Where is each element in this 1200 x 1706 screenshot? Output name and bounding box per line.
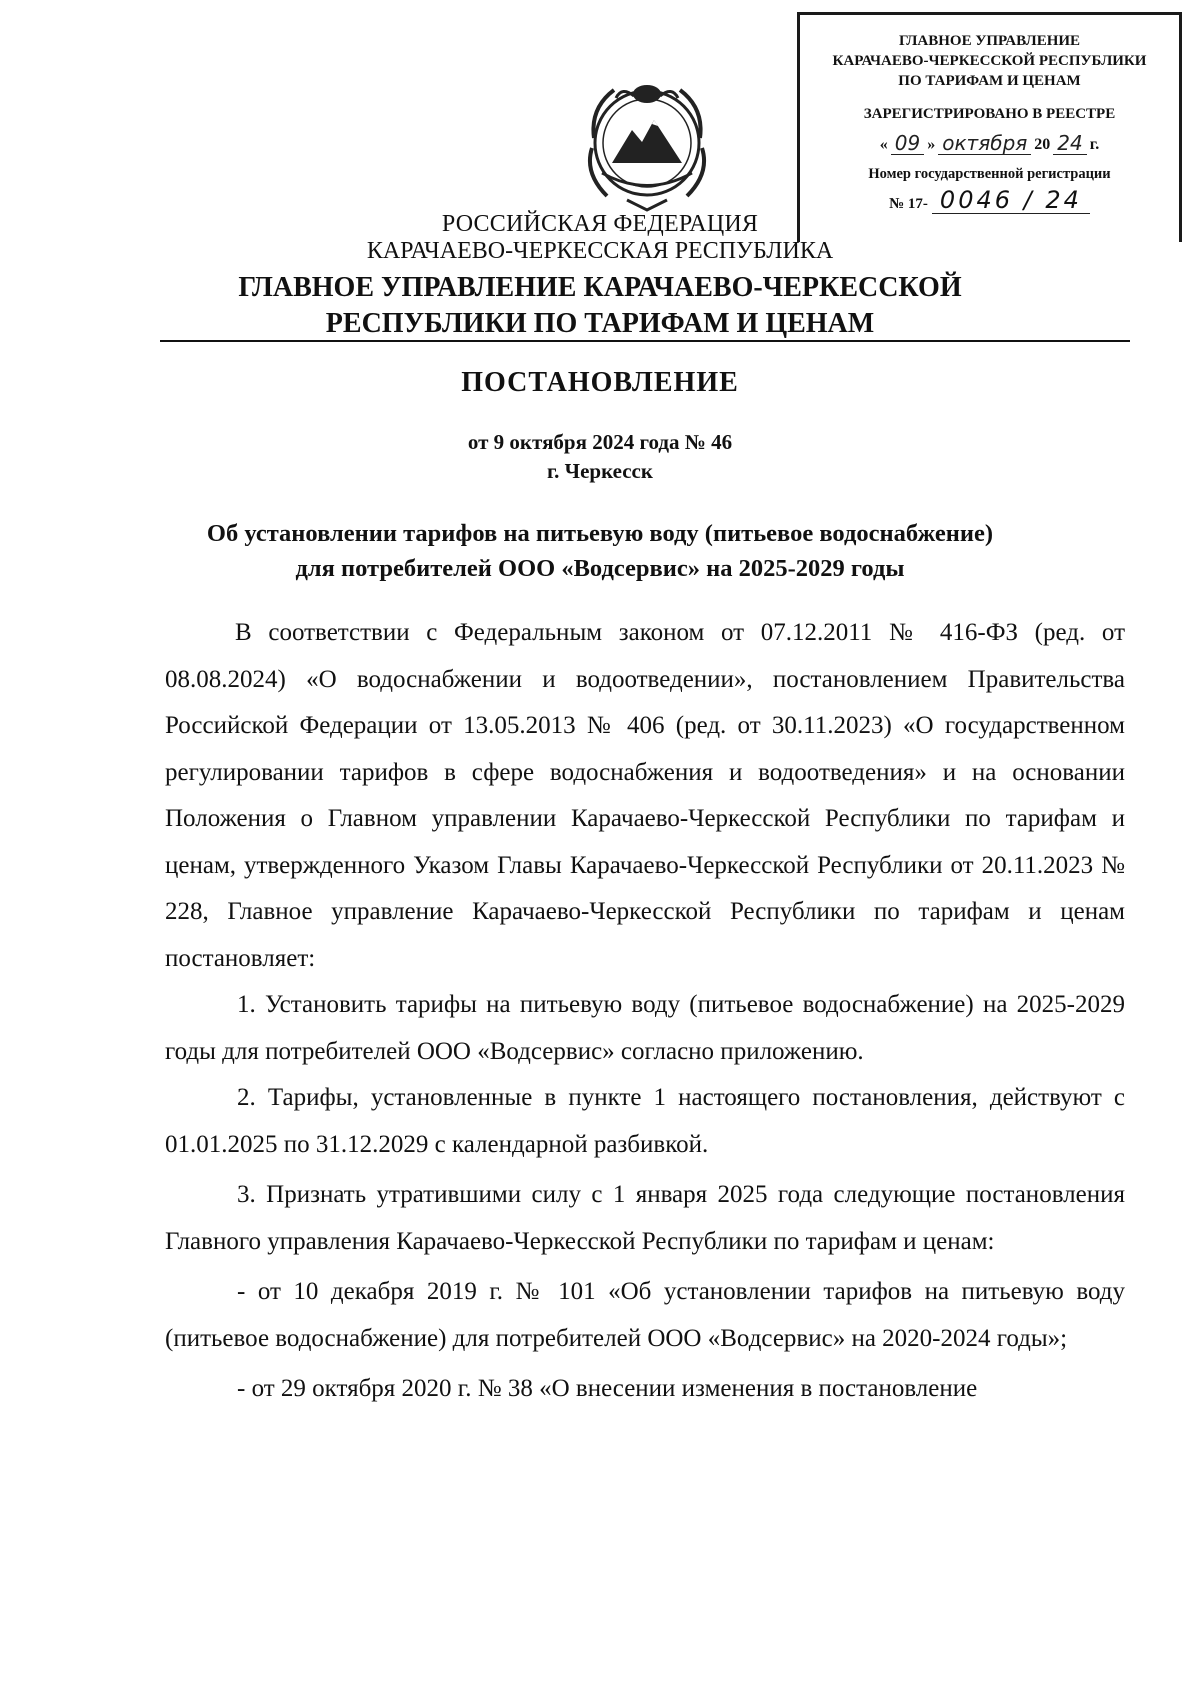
stamp-date-day: 09 (891, 132, 924, 155)
registration-stamp (797, 12, 1182, 242)
authority-line: РЕСПУБЛИКИ ПО ТАРИФАМ И ЦЕНАМ (325, 308, 875, 339)
document-city: г. Черкесск (547, 459, 653, 483)
preamble-paragraph: В соответствии с Федеральным законом от 07.12.2011 № 416-ФЗ (ред. от 08.08.2024) «О водоснабжении и водоотведении», постановлением Правительства Российской Федерации от 13.05.2013 № 406 (ред. от 30.11.2023) «О государственном регулировании тарифов в сфере водоснабжения и водоотведения» и на основании Положения о Главном управлении Карачаево-Черкесской Республики по тарифам и ценам, утвержденного Указом Главы Карачаево-Черкесской Республики от 20.11.2023 № 228, Главное управление Карачаево-Черкесской Республики по тарифам и ценам постановляет: (165, 619, 1125, 972)
document-number-block (0, 428, 1200, 486)
clause-2: 2. Тарифы, установленные в пункте 1 настоящего постановления, действуют с 01.01.2025 по 31.12.2029 с календарной разбивкой. (165, 1084, 1125, 1158)
stamp-registered-label: ЗАРЕГИСТРИРОВАНО В РЕЕСТРЕ (863, 106, 1116, 122)
clause-3: 3. Признать утратившими силу с 1 января 2025 года следующие постановления Главного управления Карачаево-Черкесской Республики по тарифам и ценам: (165, 1181, 1125, 1255)
stamp-number (800, 187, 1179, 214)
stamp-header-line: ГЛАВНОЕ УПРАВЛЕНИЕ (898, 33, 1081, 49)
coat-of-arms-icon (572, 68, 722, 218)
republic-title: КАРАЧАЕВО-ЧЕРКЕССКАЯ РЕСПУБЛИКА (366, 238, 834, 264)
stamp-header-line: КАРАЧАЕВО-ЧЕРКЕССКОЙ РЕСПУБЛИКИ (832, 53, 1147, 69)
stamp-date (800, 132, 1179, 155)
stamp-date-mid: » (927, 135, 936, 153)
stamp-date-month: октября (938, 132, 1031, 155)
stamp-date-suffix: г. (1089, 135, 1100, 153)
country-title: РОССИЙСКАЯ ФЕДЕРАЦИЯ (441, 211, 759, 237)
stamp-number-value: 0046 / 24 (932, 187, 1090, 214)
clause-3-subitem-1: - от 10 декабря 2019 г. № 101 «Об установлении тарифов на питьевую воду (питьевое водоснабжение) для потребителей ООО «Водсервис» на 2020-2024 годы»; (165, 1278, 1125, 1352)
document-subject (0, 516, 1200, 586)
stamp-header (800, 31, 1179, 91)
authority-line: ГЛАВНОЕ УПРАВЛЕНИЕ КАРАЧАЕВО-ЧЕРКЕССКОЙ (238, 272, 962, 303)
subject-line: для потребителей ООО «Водсервис» на 2025-2029 годы (295, 555, 905, 582)
clause-1: 1. Установить тарифы на питьевую воду (питьевое водоснабжение) на 2025-2029 годы для потребителей ООО «Водсервис» согласно приложению. (165, 991, 1125, 1065)
document-body (165, 610, 1125, 1413)
subject-line: Об установлении тарифов на питьевую воду (питьевое водоснабжение) (206, 520, 994, 547)
authority-title (0, 270, 1200, 342)
stamp-date-year-prefix: 20 (1034, 135, 1051, 153)
clause-3-subitem-2: - от 29 октября 2020 г. № 38 «О внесении изменения в постановление (237, 1375, 978, 1402)
stamp-date-open: « (879, 135, 888, 153)
header-divider (160, 340, 1130, 342)
document-date-number: от 9 октября 2024 года № 46 (467, 430, 733, 454)
stamp-number-prefix: № 17- (889, 196, 928, 213)
stamp-date-year: 24 (1053, 132, 1086, 155)
document-type: ПОСТАНОВЛЕНИЕ (461, 367, 739, 398)
stamp-header-line: ПО ТАРИФАМ И ЦЕНАМ (898, 73, 1081, 89)
stamp-number-label: Номер государственной регистрации (868, 165, 1111, 182)
